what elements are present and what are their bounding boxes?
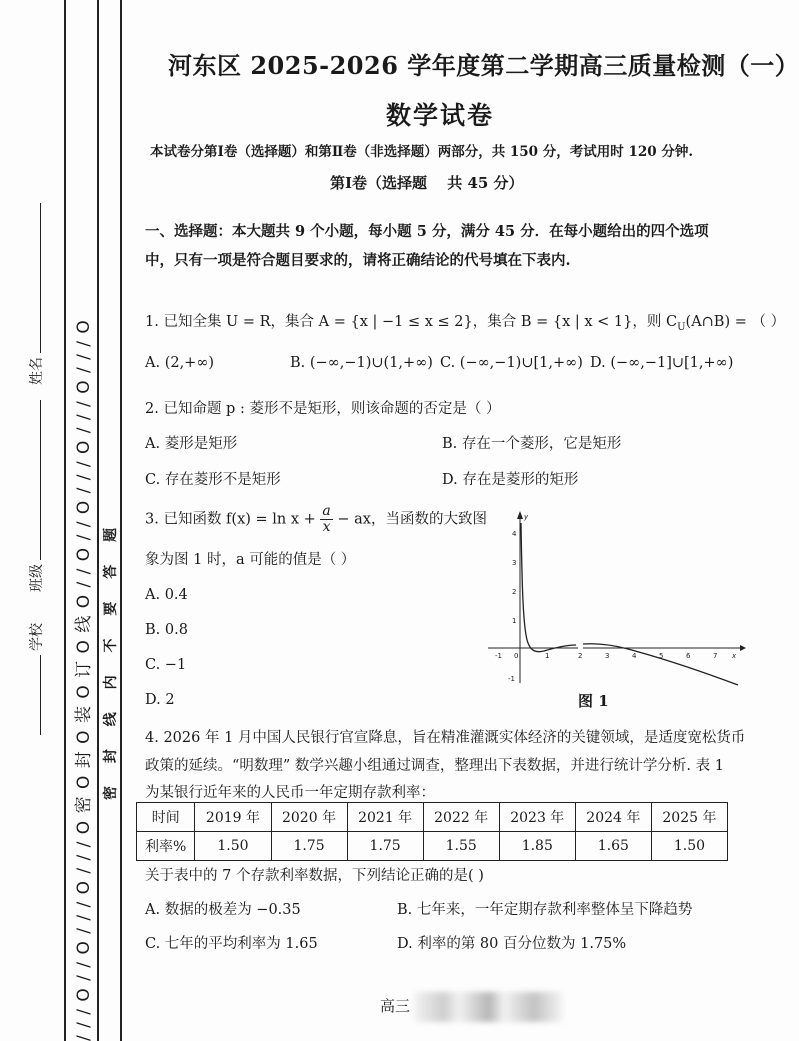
y-tick: 3 bbox=[512, 559, 517, 567]
x-tick: 3 bbox=[605, 652, 610, 660]
q1-tail: (A∩B) = （ ） bbox=[685, 314, 786, 330]
q1-option-b: B. (−∞,−1)∪(1,+∞) bbox=[290, 355, 433, 371]
q3-fraction bbox=[320, 504, 332, 535]
x-tick: 2 bbox=[578, 652, 583, 660]
q3-stem-a: 3. 已知函数 f(x) = ln x + bbox=[145, 511, 316, 528]
x-tick: 6 bbox=[686, 652, 691, 660]
part-heading: 第Ⅰ卷（选择题 共 45 分） bbox=[330, 174, 524, 192]
y-tick: 4 bbox=[512, 530, 517, 538]
exam-intro: 本试卷分第Ⅰ卷（选择题）和第Ⅱ卷（非选择题）两部分，共 150 分，考试用时 120 分钟. bbox=[150, 144, 694, 160]
section-instructions-2: 中，只有一项是符合题目要求的，请将正确结论的代号填在下表内. bbox=[145, 252, 571, 269]
page-footer: 高三 bbox=[380, 997, 411, 1015]
q3-option-d: D. 2 bbox=[145, 692, 175, 708]
q2-option-a: A. 菱形是矩形 bbox=[145, 436, 238, 452]
y-tick: 1 bbox=[512, 617, 517, 625]
x-axis-arrow bbox=[740, 645, 746, 651]
function-curve bbox=[521, 523, 738, 685]
figure-1-graph bbox=[488, 505, 748, 695]
table-cell: 1.65 bbox=[575, 832, 651, 861]
q3-option-a: A. 0.4 bbox=[145, 587, 188, 603]
q1-option-a: A. (2,+∞) bbox=[145, 355, 215, 371]
table-cell: 2025 年 bbox=[651, 803, 727, 832]
table-header-row bbox=[137, 803, 728, 832]
q2-option-c: C. 存在菱形不是矩形 bbox=[145, 472, 281, 488]
fraction-numerator: a bbox=[322, 503, 331, 519]
y-axis-label: y bbox=[524, 513, 529, 521]
q4-option-b: B. 七年来，一年定期存款利率整体呈下降趋势 bbox=[397, 902, 693, 918]
q4-line-1: 4. 2026 年 1 月中国人民银行官宣降息，旨在精准灌溉实体经济的关键领域，是适度宽松货币 bbox=[145, 730, 746, 746]
question-2: 2. 已知命题 p : 菱形不是矩形，则该命题的否定是（ ） bbox=[145, 401, 501, 417]
x-tick: 0 bbox=[514, 652, 519, 660]
seal-strip: / / / O / / O / / / O / / / O 密 O 封 O 装 O 订 O 线 O / / O / / O / / / O / / / O / / / O bbox=[74, 319, 94, 1041]
x-axis-label: x bbox=[732, 652, 737, 660]
q3-line-2: 象为图 1 时，a 可能的值是（ ） bbox=[145, 552, 356, 568]
q4-line-2: 政策的延续。“明数理” 数学兴趣小组通过调查，整理出下表数据，并进行统计学分析. 表 1 bbox=[145, 758, 724, 774]
q4-option-d: D. 利率的第 80 百分位数为 1.75% bbox=[397, 936, 627, 952]
school-field bbox=[26, 623, 46, 735]
table-cell: 1.50 bbox=[195, 832, 271, 861]
table-cell: 2024 年 bbox=[575, 803, 651, 832]
table-cell: 2020 年 bbox=[271, 803, 347, 832]
margin-line bbox=[64, 0, 66, 1041]
table-cell: 利率% bbox=[137, 832, 195, 861]
x-tick: 1 bbox=[545, 652, 550, 660]
class-field bbox=[26, 400, 46, 592]
q1-subscript: U bbox=[677, 321, 686, 333]
table-cell: 1.75 bbox=[347, 832, 423, 861]
figure-caption: 图 1 bbox=[578, 692, 609, 710]
interest-rate-table bbox=[136, 802, 728, 861]
table-cell: 时间 bbox=[137, 803, 195, 832]
x-tick: 4 bbox=[632, 652, 637, 660]
blurred-footer-region bbox=[414, 992, 564, 1022]
q1-stem: 1. 已知全集 U = R，集合 A = {x | −1 ≤ x ≤ 2}，集合 B = {x | x < 1}，则 C bbox=[145, 314, 678, 330]
margin-line bbox=[97, 0, 99, 1041]
exam-title: 河东区 2025-2026 学年度第二学期高三质量检测（一） bbox=[168, 51, 799, 80]
q1-option-c: C. (−∞,−1)∪[1,+∞) bbox=[440, 355, 583, 371]
table-cell: 2019 年 bbox=[195, 803, 271, 832]
table-cell: 1.50 bbox=[651, 832, 727, 861]
q4-question: 关于表中的 7 个存款利率数据，下列结论正确的是( ) bbox=[145, 868, 484, 884]
q4-option-a: A. 数据的极差为 −0.35 bbox=[145, 902, 301, 918]
table-cell: 2022 年 bbox=[423, 803, 499, 832]
q2-option-b: B. 存在一个菱形，它是矩形 bbox=[442, 436, 622, 452]
q2-option-d: D. 存在是菱形的矩形 bbox=[442, 472, 579, 488]
x-tick: 7 bbox=[713, 652, 718, 660]
name-label: 姓名 bbox=[29, 357, 45, 385]
x-tick: -1 bbox=[495, 652, 502, 660]
table-cell: 2021 年 bbox=[347, 803, 423, 832]
table-row bbox=[137, 832, 728, 861]
y-tick: -1 bbox=[508, 675, 515, 683]
table-cell: 2023 年 bbox=[499, 803, 575, 832]
table-cell: 1.85 bbox=[499, 832, 575, 861]
seal-notice: 密 封 线 内 不 要 答 题 bbox=[103, 518, 119, 800]
question-1 bbox=[145, 310, 785, 333]
x-tick: 5 bbox=[659, 652, 664, 660]
y-axis-arrow bbox=[517, 511, 523, 519]
q3-option-c: C. −1 bbox=[145, 657, 187, 673]
q4-option-c: C. 七年的平均利率为 1.65 bbox=[145, 936, 318, 952]
margin-line bbox=[120, 0, 122, 1041]
q3-stem-b: − ax，当函数的大致图 bbox=[337, 511, 487, 528]
q4-line-3: 为某银行近年来的人民币一年定期存款利率： bbox=[145, 785, 435, 801]
y-tick: 2 bbox=[512, 588, 517, 596]
subject-title: 数学试卷 bbox=[386, 101, 495, 130]
fraction-denominator: x bbox=[322, 519, 331, 535]
name-field bbox=[26, 203, 46, 385]
q3-option-b: B. 0.8 bbox=[145, 622, 188, 638]
school-label: 学校 bbox=[29, 623, 45, 651]
section-instructions-1: 一、选择题：本大题共 9 个小题，每小题 5 分，满分 45 分．在每小题给出的四个选项 bbox=[145, 223, 709, 240]
table-cell: 1.55 bbox=[423, 832, 499, 861]
class-label: 班级 bbox=[29, 564, 45, 592]
q1-option-d: D. (−∞,−1]∪[1,+∞) bbox=[590, 355, 734, 371]
table-cell: 1.75 bbox=[271, 832, 347, 861]
question-3 bbox=[145, 504, 487, 535]
